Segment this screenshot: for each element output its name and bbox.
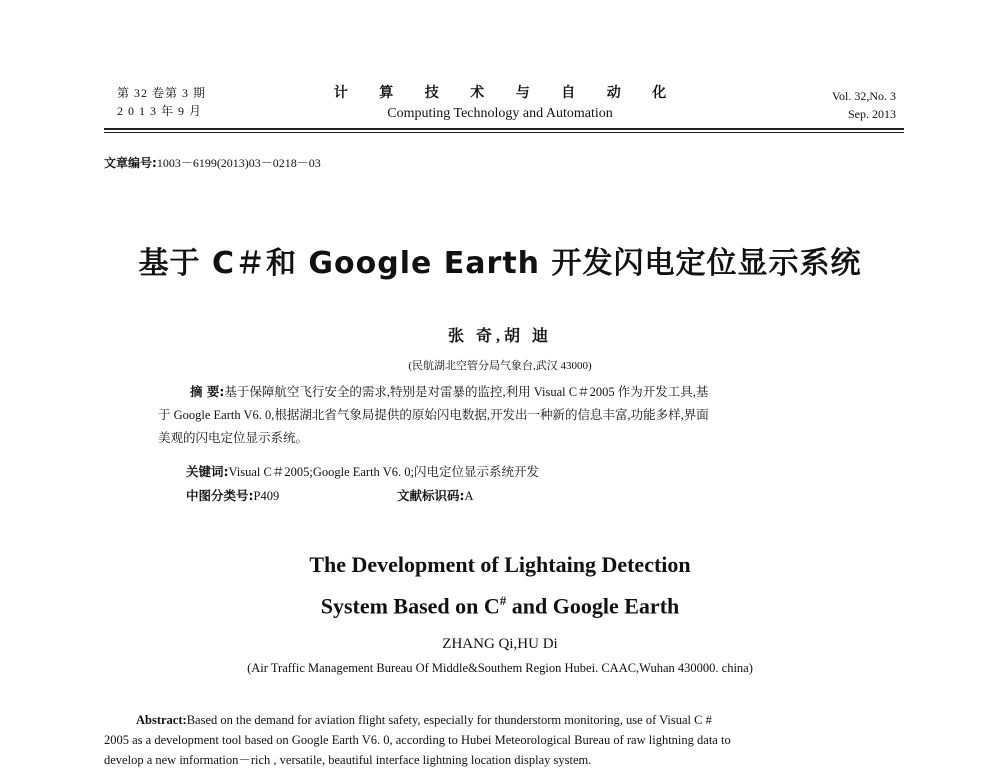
affiliation-cn: (民航湖北空管分局气象台,武汉 43000) [408, 360, 592, 372]
abstract-en-line3: develop a new information－rich , versatile, beautiful interface lightning location display system. [104, 753, 592, 767]
abstract-cn-label: 摘 要: [190, 384, 225, 399]
header-rule-thin [104, 132, 904, 133]
title-en-line1: The Development of Lightaing Detection [309, 552, 691, 577]
title-en-line2: System Based on C# and Google Earth [320, 593, 680, 619]
abstract-cn-line1: 基于保障航空飞行安全的需求,特别是对雷暴的监控,利用 Visual C＃2005 作为开发工具,基 [224, 385, 709, 399]
paper-title-cn: 基于 C＃和 Google Earth 开发闪电定位显示系统 [138, 246, 862, 281]
volume-cn: 第 32 卷第 3 期 [117, 86, 207, 100]
abstract-en-label: Abstract: [136, 713, 187, 727]
clc-value: P409 [253, 489, 280, 503]
abstract-en-line1: Based on the demand for aviation flight safety, especially for thunderstorm monitoring, use of Visual C # [186, 713, 712, 727]
doc-code-value: A [464, 489, 474, 503]
document-code [397, 486, 474, 504]
abstract-cn [158, 380, 858, 450]
date-en: Sep. 2013 [848, 107, 896, 121]
doc-code-label: 文献标识码: [397, 488, 465, 503]
keywords-label: 关键词: [186, 464, 229, 479]
journal-title-cn: 计 算 技 术 与 自 动 化 [333, 86, 681, 101]
date-cn: 2 0 1 3 年 9 月 [117, 104, 203, 118]
clc-number [186, 486, 279, 504]
article-id-label: 文章编号: [104, 156, 157, 170]
volume-en: Vol. 32,No. 3 [831, 89, 896, 103]
affiliation-en: (Air Traffic Management Bureau Of Middle&Southem Region Hubei. CAAC,Wuhan 430000. china) [247, 661, 753, 675]
abstract-cn-line3: 美观的闪电定位显示系统。 [158, 431, 309, 445]
paper-title-en [0, 547, 1000, 624]
journal-issue-en [832, 87, 896, 123]
journal-title-en: Computing Technology and Automation [387, 106, 613, 121]
article-id [104, 154, 321, 171]
abstract-en-line2: 2005 as a development tool based on Google Earth V6. 0, according to Hubei Meteorological Bureau of raw lightning data to [104, 733, 731, 747]
abstract-cn-line2: 于 Google Earth V6. 0,根据湖北省气象局提供的原始闪电数据,开发出一种新的信息丰富,功能多样,界面 [158, 408, 709, 422]
clc-label: 中图分类号: [186, 488, 254, 503]
abstract-en [104, 710, 904, 770]
authors-en: ZHANG Qi,HU Di [442, 636, 558, 652]
keywords [186, 462, 539, 480]
article-id-value: 1003－6199(2013)03－0218－03 [156, 156, 321, 170]
keywords-value: Visual C＃2005;Google Earth V6. 0;闪电定位显示系统开发 [228, 465, 539, 479]
header-rule-thick [104, 128, 904, 130]
authors-cn: 张 奇,胡 迪 [447, 328, 552, 345]
